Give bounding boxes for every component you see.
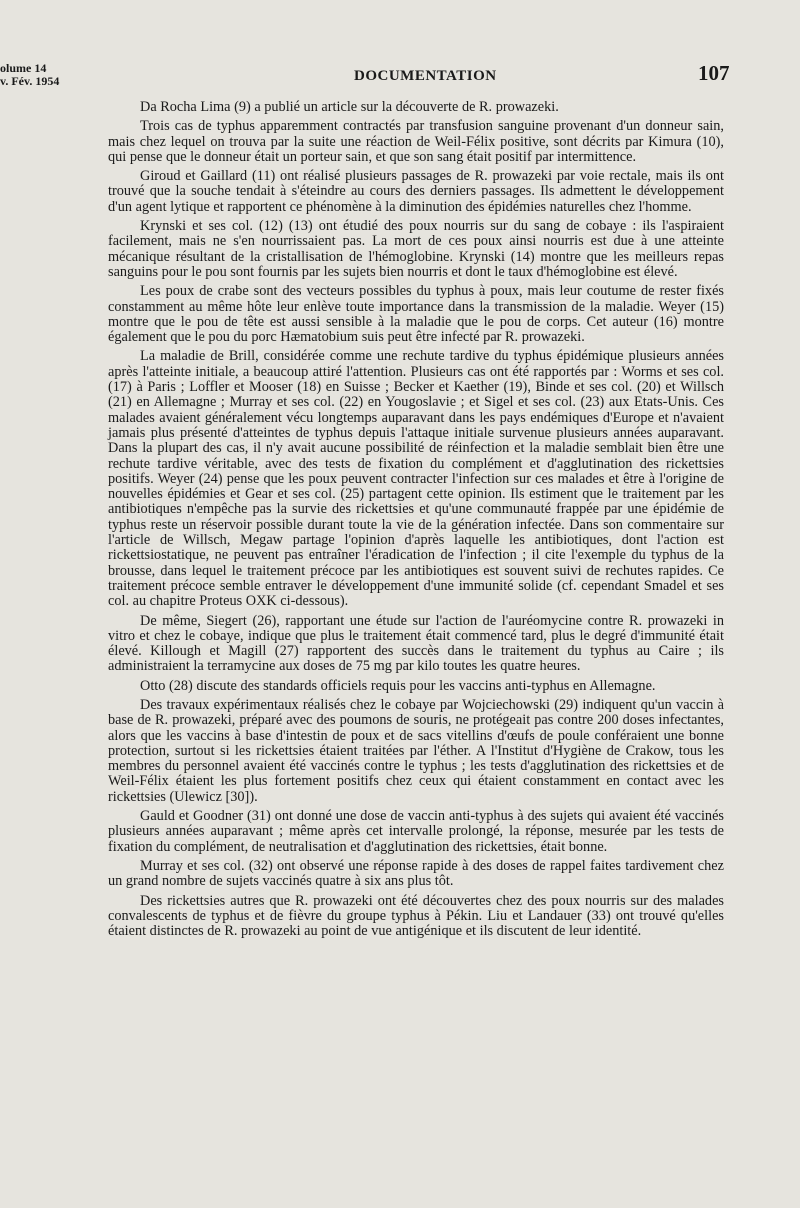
paragraph: Gauld et Goodner (31) ont donné une dose de vaccin anti-typhus à des sujets qui avaient été vaccinés plusieurs années auparavant ; même après cet intervalle prolongé, la réponse, mesurée par les tests de fixation du complément, de neutralisation et d'agglutination des rickettsies, était bonne. (108, 808, 724, 855)
paragraph: Giroud et Gaillard (11) ont réalisé plusieurs passages de R. prowazeki par voie rectale, mais ils ont trouvé que la souche tendait à s'éteindre au cours des derniers passages. Ils admettent le développement d'un agent lytique et rapportent ce phénomène à la diminution des épidémies naturelles chez l'homme. (108, 168, 724, 215)
volume-info (0, 62, 59, 88)
paragraph: Trois cas de typhus apparemment contractés par transfusion sanguine provenant d'un donneur sain, mais chez lequel on trouva par la suite une réaction de Weil-Félix positive, sont décrits par Kimura (10), qui pense que le donneur était un porteur sain, et que son sang était positif par intermittence. (108, 118, 724, 165)
paragraph: Otto (28) discute des standards officiels requis pour les vaccins anti-typhus en Allemagne. (140, 677, 656, 694)
paragraph: De même, Siegert (26), rapportant une étude sur l'action de l'auréomycine contre R. prowazeki in vitro et chez le cobaye, indique que plus le traitement était commencé tard, plus le degré d'immunité était élevé. Killough et Magill (27) rapportent des succès dans le traitement du typhus au Caire ; ils administraient la terramycine aux doses de 75 mg par kilo toutes les quatre heures. (108, 612, 724, 675)
paragraph: Da Rocha Lima (9) a publié un article sur la découverte de R. prowazeki. (140, 99, 559, 115)
paragraph: Les poux de crabe sont des vecteurs possibles du typhus à poux, mais leur coutume de rester fixés constamment au même hôte leur enlève toute importance dans la transmission de la maladie. Weyer (15) montre que le pou de tête est aussi sensible à la maladie que le pou de corps. Cet auteur (16) montre également que le pou du porc Hæmatobium suis peut être infecté par R. prowazeki. (108, 283, 724, 346)
paragraph: Murray et ses col. (32) ont observé une réponse rapide à des doses de rappel faites tardivement chez un grand nombre de sujets vaccinés quatre à six ans plus tôt. (108, 857, 724, 890)
paragraph: La maladie de Brill, considérée comme une rechute tardive du typhus épidémique plusieurs années après l'atteinte initiale, a beaucoup attiré l'attention. Plusieurs cas ont été rapportés par : Worms et ses col. (17) à Paris ; Loffler et Mooser (18) en Suisse ; Becker et Kaether (19), Binde et ses col. (20) et Willsch (21) en Allemagne ; Murray et ses col. (22) en Yougoslavie ; et Sigel et ses col. (23) aux Etats-Unis. Ces malades avaient généralement vécu longtemps auparavant dans les pays endémiques d'Europe et n'avaient jamais plus présenté d'atteintes de typhus depuis l'attaque initiale survenue plusieurs années auparavant. Dans la plupart des cas, il n'y avait aucune possibilité de réinfection et la maladie semblait bien être une rechute tardive véritable, avec des tests de fixation du complément et d'agglutination des rickettsies positifs. Weyer (24) pense que les poux peuvent contracter l'infection sur ces malades et être à l'origine de nouvelles épidémies et Gear et ses col. (25) partagent cette opinion. Ils estiment que le traitement par les antibiotiques n'empêche pas la survie des rickettsies et qu'une communauté frappée par une épidémie de typhus reste un réservoir possible durant toute la vie de la génération infectée. Dans son commentaire sur l'article de Willsch, Megaw partage l'opinion d'après laquelle les antibiotiques, dont l'action est rickettsiostatique, ne peuvent pas entraîner l'éradication de l'infection ; il cite l'exemple du typhus de la brousse, dans lequel le traitement précoce par les antibiotiques est souvent suivi de rechutes rapides. Ce traitement précoce semble entraver le développement d'une immunité solide (cf. cependant Smadel et ses col. au chapitre Proteus OXK ci-dessous). (108, 348, 724, 610)
page-header (0, 60, 800, 90)
paragraph: Des rickettsies autres que R. prowazeki ont été découvertes chez des poux nourris sur des malades convalescents de typhus et de fièvre du groupe typhus à Pékin. Liu et Landauer (33) ont trouvé qu'elles étaient distinctes de R. prowazeki au point de vue antigénique et ils discutent de leur identité. (108, 892, 724, 940)
paragraph: Des travaux expérimentaux réalisés chez le cobaye par Wojciechowski (29) indiquent qu'un vaccin à base de R. prowazeki, préparé avec des poumons de souris, ne protégeait pas contre 200 doses infectantes, alors que les vaccins à base d'intestin de poux et de sacs vitellins d'œufs de poule conféraient une bonne protection, surtout si les rickettsies étaient traitées par l'éther. A l'Institut d'Hygiène de Crakow, tous les membres du personnel avaient été vaccinés contre le typhus ; les tests d'agglutination des rickettsies et de Weil-Félix étaient les plus fortement positifs chez ceux qui étaient constamment en contact avec les rickettsies (Ulewicz [30]). (108, 696, 724, 805)
issue-date-line: v. Fév. 1954 (0, 74, 60, 88)
volume-line: olume 14 (0, 61, 47, 75)
page-number: 107 (698, 61, 730, 85)
running-title: DOCUMENTATION (354, 68, 497, 84)
article-body (108, 100, 724, 943)
paragraph: Krynski et ses col. (12) (13) ont étudié des poux nourris sur du sang de cobaye : ils l'aspiraient facilement, mais ne s'en nourrissaient pas. La mort de ces poux ainsi nourris est due à une atteinte mécanique résultant de la cristallisation de l'hémoglobine. Krynski (14) montre que les meilleurs repas sanguins pour le pou sont fournis par les sujets bien nourris et dont le taux d'hémoglobine est élevé. (108, 218, 724, 280)
